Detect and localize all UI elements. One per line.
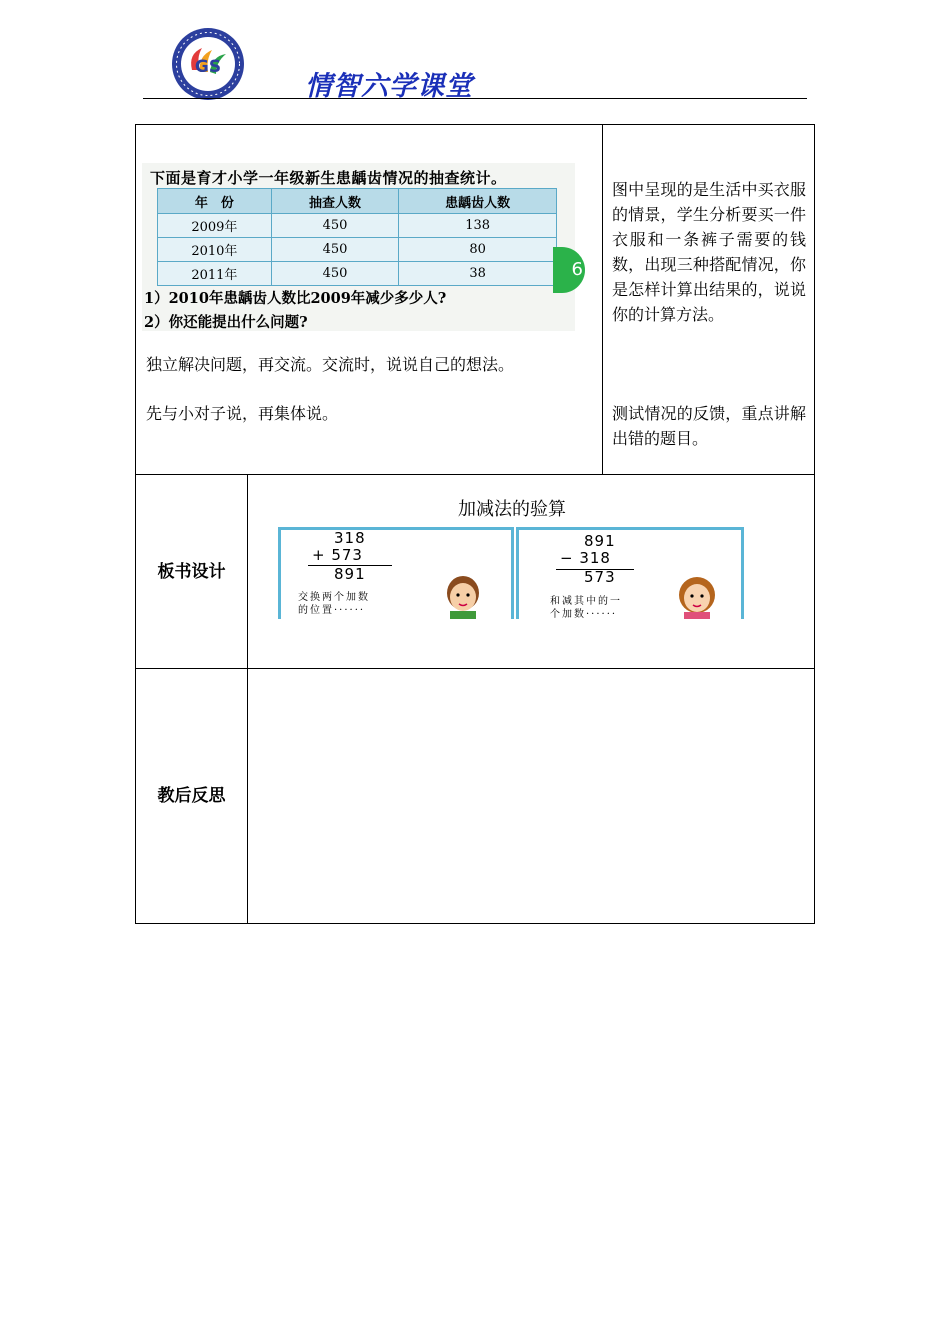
panel-border	[278, 527, 514, 530]
caption: 个加数······	[550, 609, 618, 620]
statistics-table	[157, 188, 557, 286]
column-divider	[247, 669, 248, 923]
problem-intro: 下面是育才小学一年级新生患龋齿情况的抽查统计。	[150, 169, 507, 187]
question-1: 1）2010年患龋齿人数比2009年减少多少人?	[144, 290, 447, 307]
girl-icon	[672, 575, 722, 619]
brand-title: 情智六学课堂	[305, 71, 473, 102]
reflection-row	[136, 669, 814, 923]
table-header: 患龋齿人数	[399, 189, 557, 214]
table-cell: 38	[399, 262, 557, 286]
addition-check-panel	[278, 527, 514, 619]
page-badge: 6	[553, 247, 585, 293]
school-logo-icon	[170, 26, 246, 102]
table-row	[158, 238, 557, 262]
instruction-text-2: 先与小对子说，再集体说。	[146, 404, 339, 423]
minuend: 891	[584, 532, 616, 550]
table-cell: 138	[399, 214, 557, 238]
board-title: 加减法的验算	[458, 499, 566, 520]
table-row	[158, 214, 557, 238]
column-divider	[247, 475, 248, 668]
subtraction-check-panel	[516, 527, 744, 619]
activity-row	[136, 125, 814, 475]
panel-border	[516, 527, 744, 530]
table-cell: 450	[271, 238, 399, 262]
table-header: 年 份	[158, 189, 272, 214]
boy-icon	[438, 575, 488, 619]
table-row	[158, 262, 557, 286]
table-header: 抽查人数	[271, 189, 399, 214]
subtrahend-operator: − 318	[560, 549, 611, 567]
lesson-plan-table	[135, 124, 815, 924]
row-label: 教后反思	[157, 786, 226, 806]
column-divider	[602, 125, 603, 474]
table-cell: 2010年	[158, 238, 272, 262]
board-design-row	[136, 475, 814, 669]
table-cell: 450	[271, 262, 399, 286]
panel-border	[516, 527, 519, 619]
logo-text: GS	[194, 57, 222, 77]
difference-result: 573	[584, 568, 616, 586]
addend-operator: + 573	[312, 546, 363, 564]
panel-border	[741, 527, 744, 619]
row-label: 板书设计	[157, 562, 226, 582]
caption: 和减其中的一	[550, 596, 622, 607]
table-cell: 2009年	[158, 214, 272, 238]
caption: 交换两个加数	[298, 592, 370, 603]
question-2: 2）你还能提出什么问题?	[144, 314, 308, 331]
teaching-note-2: 测试情况的反馈，重点讲解出错的题目。	[612, 404, 806, 448]
table-cell: 2011年	[158, 262, 272, 286]
caption: 的位置······	[298, 605, 366, 616]
sum-result: 891	[334, 565, 366, 583]
addend: 318	[334, 529, 366, 547]
instruction-text: 独立解决问题，再交流。交流时，说说自己的想法。	[146, 355, 515, 374]
header-divider	[143, 98, 807, 99]
panel-border	[278, 527, 281, 619]
teaching-note: 图中呈现的是生活中买衣服的情景，学生分析要买一件衣服和一条裤子需要的钱数，出现三种搭配情况，你是怎样计算出结果的，说说你的计算方法。	[612, 180, 806, 324]
panel-border	[511, 527, 514, 619]
table-cell: 80	[399, 238, 557, 262]
table-cell: 450	[271, 214, 399, 238]
